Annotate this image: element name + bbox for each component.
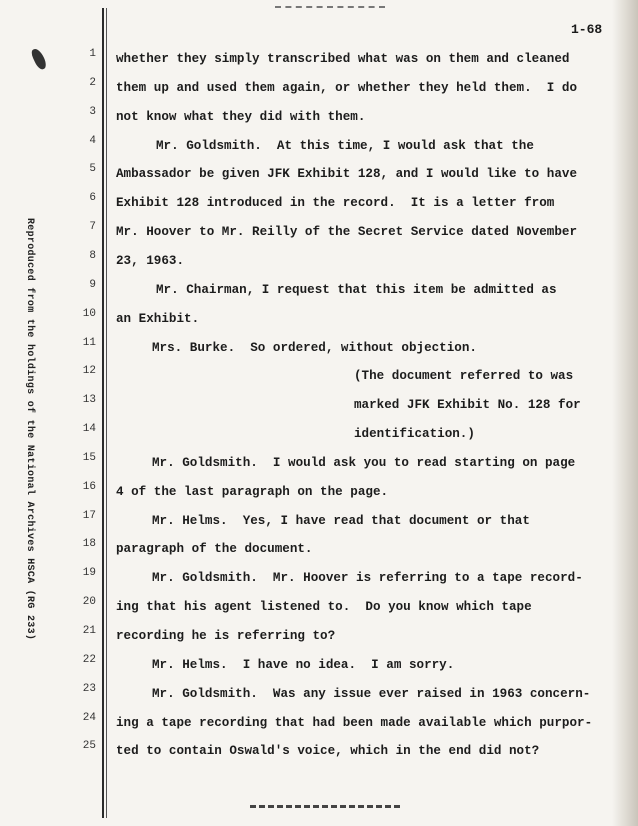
line-number: 17: [82, 509, 96, 522]
page-number: 1-68: [571, 22, 603, 37]
transcript-line: (The document referred to was: [354, 369, 574, 384]
line-number: 14: [82, 423, 96, 436]
transcript-line: Exhibit 128 introduced in the record. It is a letter from: [116, 196, 555, 211]
line-number: 24: [82, 711, 96, 724]
transcript-line: ing that his agent listened to. Do you know which tape: [116, 600, 532, 615]
transcript-line: Mr. Goldsmith. At this time, I would ask that the: [156, 138, 534, 153]
transcript-line: Mr. Goldsmith. Mr. Hoover is referring to a tape record-: [152, 571, 583, 586]
transcript-line: recording he is referring to?: [116, 629, 336, 643]
transcript-line: 23, 1963.: [116, 253, 185, 268]
page-edge-shadow: [612, 0, 638, 826]
line-number: 12: [82, 365, 96, 378]
transcript-line: Mr. Goldsmith. I would ask you to read starting on page: [152, 455, 576, 470]
transcript-line: Mrs. Burke. So ordered, without objection.: [152, 340, 477, 355]
transcript-line: ing a tape recording that had been made available which purpor-: [116, 715, 593, 730]
transcript-line: Mr. Helms. I have no idea. I am sorry.: [152, 657, 455, 672]
line-number: 8: [89, 249, 96, 262]
transcript-line: them up and used them again, or whether they held them. I do: [116, 80, 578, 95]
transcript-line: whether they simply transcribed what was on them and cleaned: [116, 52, 570, 66]
transcript-line: Mr. Chairman, I request that this item be admitted as: [156, 282, 557, 297]
line-number: 6: [89, 192, 96, 205]
archive-side-note: Reproduced from the holdings of the National Archives HSCA (RG 233): [24, 218, 35, 641]
line-number: 9: [89, 278, 96, 291]
line-number: 15: [82, 451, 96, 464]
line-number: 10: [82, 307, 96, 320]
line-number: 19: [82, 567, 96, 580]
transcript-line: Mr. Hoover to Mr. Reilly of the Secret Service dated November: [116, 225, 578, 240]
transcript-line: identification.): [354, 427, 475, 442]
line-number: 1: [89, 48, 96, 60]
transcript-line: paragraph of the document.: [116, 542, 313, 557]
transcript-line: Ambassador be given JFK Exhibit 128, and I would like to have: [116, 167, 578, 182]
line-number: 22: [82, 653, 96, 666]
line-number: 23: [82, 682, 96, 695]
ink-blot: [30, 47, 48, 71]
line-number: 7: [89, 221, 96, 234]
margin-rule: [102, 8, 104, 818]
line-number: 16: [82, 480, 96, 493]
line-number: 2: [89, 76, 96, 89]
line-number: 25: [82, 740, 96, 753]
transcript-line: not know what they did with them.: [116, 109, 366, 124]
margin-rule-secondary: [106, 8, 107, 818]
top-mark: [275, 6, 385, 12]
line-number: 3: [89, 105, 96, 118]
line-number: 11: [82, 336, 96, 349]
line-number: 5: [89, 163, 96, 176]
line-number: 13: [82, 394, 96, 407]
transcript-line: Mr. Helms. Yes, I have read that document or that: [152, 513, 530, 528]
line-number: 18: [82, 538, 96, 551]
transcript-line: ted to contain Oswald's voice, which in the end did not?: [116, 744, 540, 759]
transcript-line: Mr. Goldsmith. Was any issue ever raised in 1963 concern-: [152, 686, 591, 701]
line-number: 4: [89, 134, 96, 147]
transcript-line: an Exhibit.: [116, 311, 200, 326]
transcript-line: 4 of the last paragraph on the page.: [116, 484, 389, 499]
footer-classification-mark: [250, 805, 400, 814]
line-number: 20: [82, 596, 96, 609]
line-number: 21: [82, 625, 96, 637]
transcript-line: marked JFK Exhibit No. 128 for: [354, 398, 581, 413]
